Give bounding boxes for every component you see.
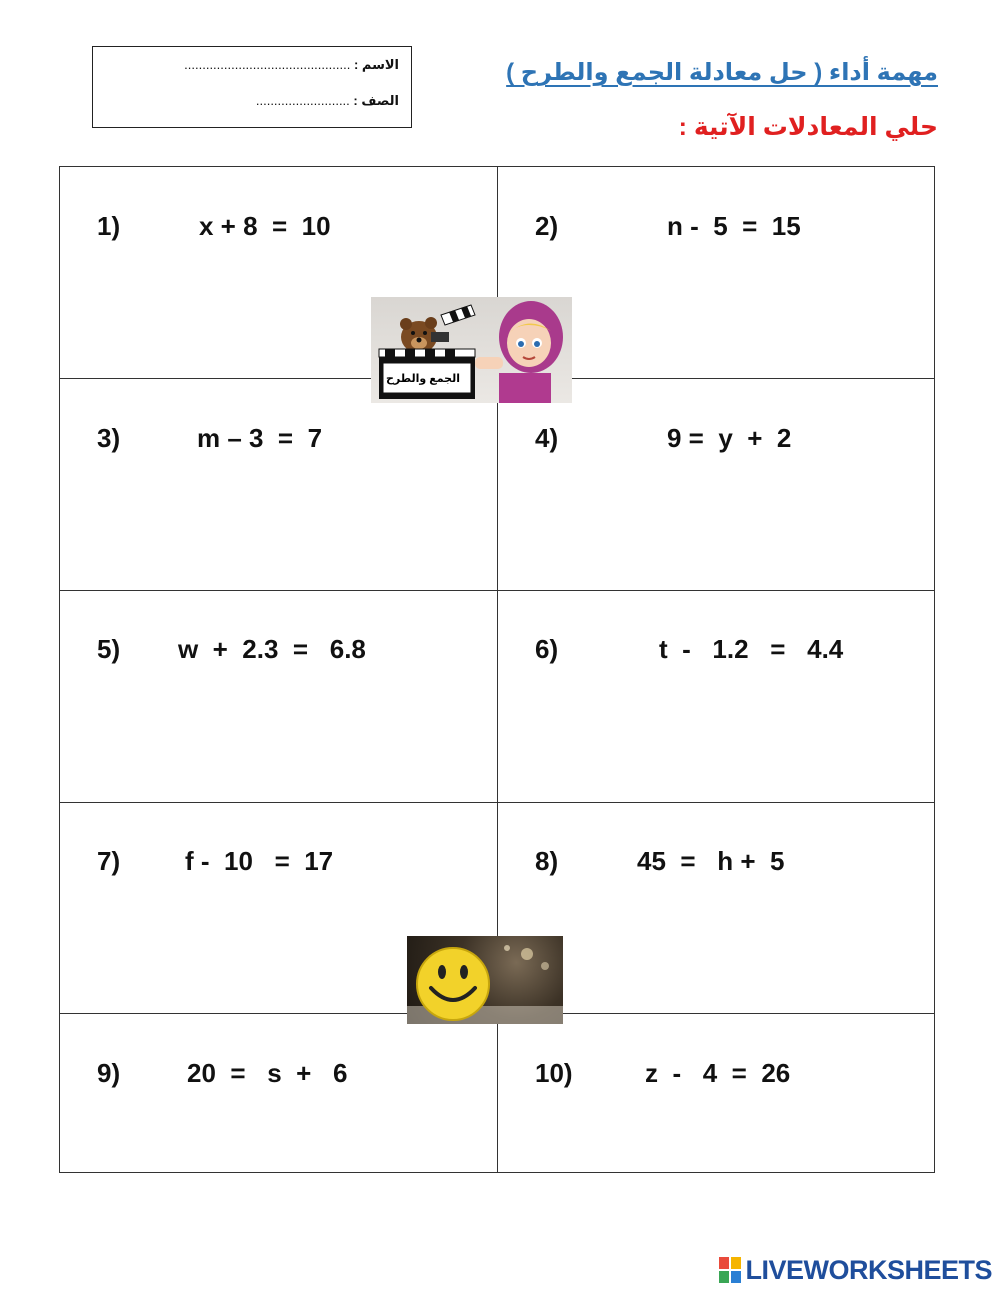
problem-equation: m – 3 = 7 xyxy=(197,423,323,453)
smiley-image xyxy=(407,936,563,1024)
grid-divider-row xyxy=(60,802,934,803)
problem-number: 10) xyxy=(535,1058,573,1088)
brand-name: LIVEWORKSHEETS xyxy=(745,1254,992,1285)
problem-equation: 9 = y + 2 xyxy=(667,423,792,453)
problem-number: 1) xyxy=(97,211,121,241)
smiley-face-icon xyxy=(407,936,563,1024)
problem-number: 8) xyxy=(535,846,559,876)
clapboard-cartoon-image xyxy=(371,297,572,403)
worksheet-title: مهمة أداء ( حل معادلة الجمع والطرح ) xyxy=(506,59,938,86)
class-label: الصف : xyxy=(353,93,399,108)
student-info-box xyxy=(92,46,412,128)
liveworksheets-icon xyxy=(719,1257,741,1283)
cartoon-illustration xyxy=(371,297,572,403)
instruction-text: حلي المعادلات الآتية : xyxy=(678,113,938,141)
problem-number: 5) xyxy=(97,634,121,664)
problem-number: 6) xyxy=(535,634,559,664)
problem-equation: 45 = h + 5 xyxy=(637,846,785,876)
problem-number: 7) xyxy=(97,846,121,876)
name-field[interactable]: .............................................. xyxy=(184,57,351,72)
name-label: الاسم : xyxy=(353,57,399,72)
name-row xyxy=(184,57,399,73)
problem-equation: x + 8 = 10 xyxy=(199,211,331,241)
problem-number: 3) xyxy=(97,423,121,453)
class-field[interactable]: .......................... xyxy=(255,93,350,108)
problem-equation: 20 = s + 6 xyxy=(187,1058,348,1088)
clapboard-label: الجمع والطرح xyxy=(386,373,460,385)
problem-equation: w + 2.3 = 6.8 xyxy=(178,634,366,664)
grid-divider-row xyxy=(60,590,934,591)
liveworksheets-logo xyxy=(719,1253,992,1287)
problem-equation: t - 1.2 = 4.4 xyxy=(659,634,844,664)
class-row xyxy=(256,93,399,109)
problem-equation: z - 4 = 26 xyxy=(645,1058,791,1088)
problem-equation: n - 5 = 15 xyxy=(667,211,801,241)
problem-number: 4) xyxy=(535,423,559,453)
problem-number: 9) xyxy=(97,1058,121,1088)
problem-number: 2) xyxy=(535,211,559,241)
problem-equation: f - 10 = 17 xyxy=(185,846,334,876)
